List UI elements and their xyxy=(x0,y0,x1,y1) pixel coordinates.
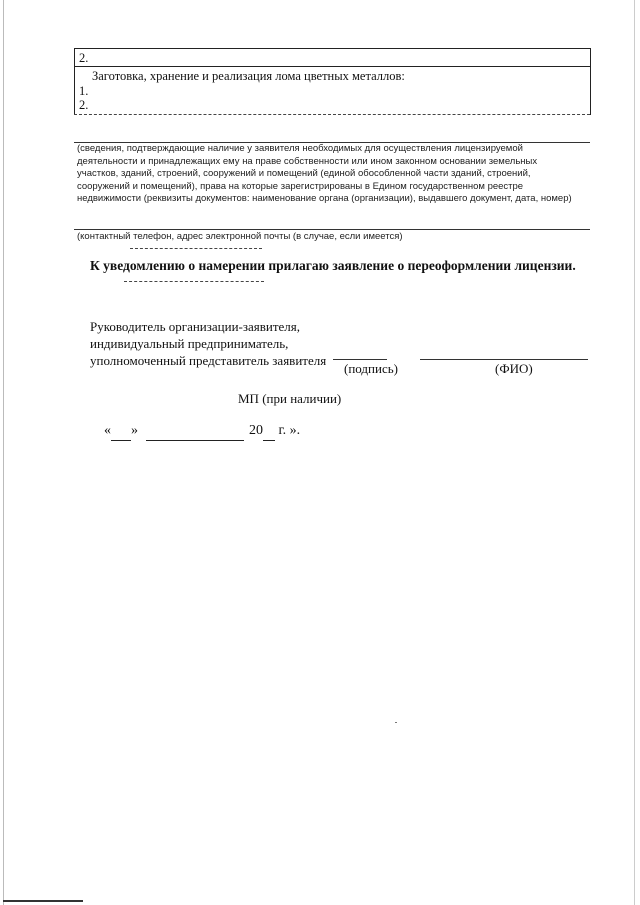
date-open-quote: « xyxy=(104,423,111,438)
table-bottom-dashed xyxy=(74,114,590,115)
table-divider xyxy=(75,66,590,67)
attachment-note: К уведомлению о намерении прилагаю заявление о переоформлении лицензии. xyxy=(90,258,576,273)
signatory-line-3: уполномоченный представитель заявителя xyxy=(90,353,327,368)
dashes-bottom xyxy=(124,281,264,282)
contact-line xyxy=(74,229,590,230)
scan-speck xyxy=(395,722,397,723)
stamp-label: МП (при наличии) xyxy=(238,391,342,406)
dashes-top xyxy=(130,248,262,249)
month-blank xyxy=(146,422,244,441)
table-item-2: 2. xyxy=(79,98,89,112)
signature-label: (подпись) xyxy=(344,361,398,376)
page-edge-right xyxy=(634,0,635,905)
name-label: (ФИО) xyxy=(495,361,533,376)
date-close-quote: » xyxy=(131,423,138,438)
table-top-item: 2. xyxy=(79,51,89,65)
day-blank xyxy=(111,422,131,441)
year-suffix: г. ». xyxy=(278,423,301,438)
activity-table xyxy=(74,48,591,115)
signatory-line-2: индивидуальный предприниматель, xyxy=(90,336,289,351)
contact-caption: (контактный телефон, адрес электронной почты (в случае, если имеется) xyxy=(77,231,403,242)
table-item-1: 1. xyxy=(79,84,89,98)
table-heading: Заготовка, хранение и реализация лома цветных металлов: xyxy=(92,69,405,83)
date-line xyxy=(104,422,300,441)
page-edge-bottom xyxy=(3,900,83,902)
year-blank xyxy=(263,422,275,441)
info-caption: (сведения, подтверждающие наличие у заявителя необходимых для осуществления лицензируемой деятельности и принадлежащих ему на праве собственности или ином законном основании земельных участков, зданий, строений, сооружений и помещений (единой обособленной части зданий, строений, сооружений и помещений), права на которые зарегистрированы в Едином государственном реестре недвижимости (реквизиты документов: наименование органа (организации), выдавшего документ, дата, номер) xyxy=(77,143,572,204)
page-edge-left xyxy=(3,0,4,905)
signatory-line-1: Руководитель организации-заявителя, xyxy=(90,319,301,334)
year-prefix: 20 xyxy=(249,423,263,438)
